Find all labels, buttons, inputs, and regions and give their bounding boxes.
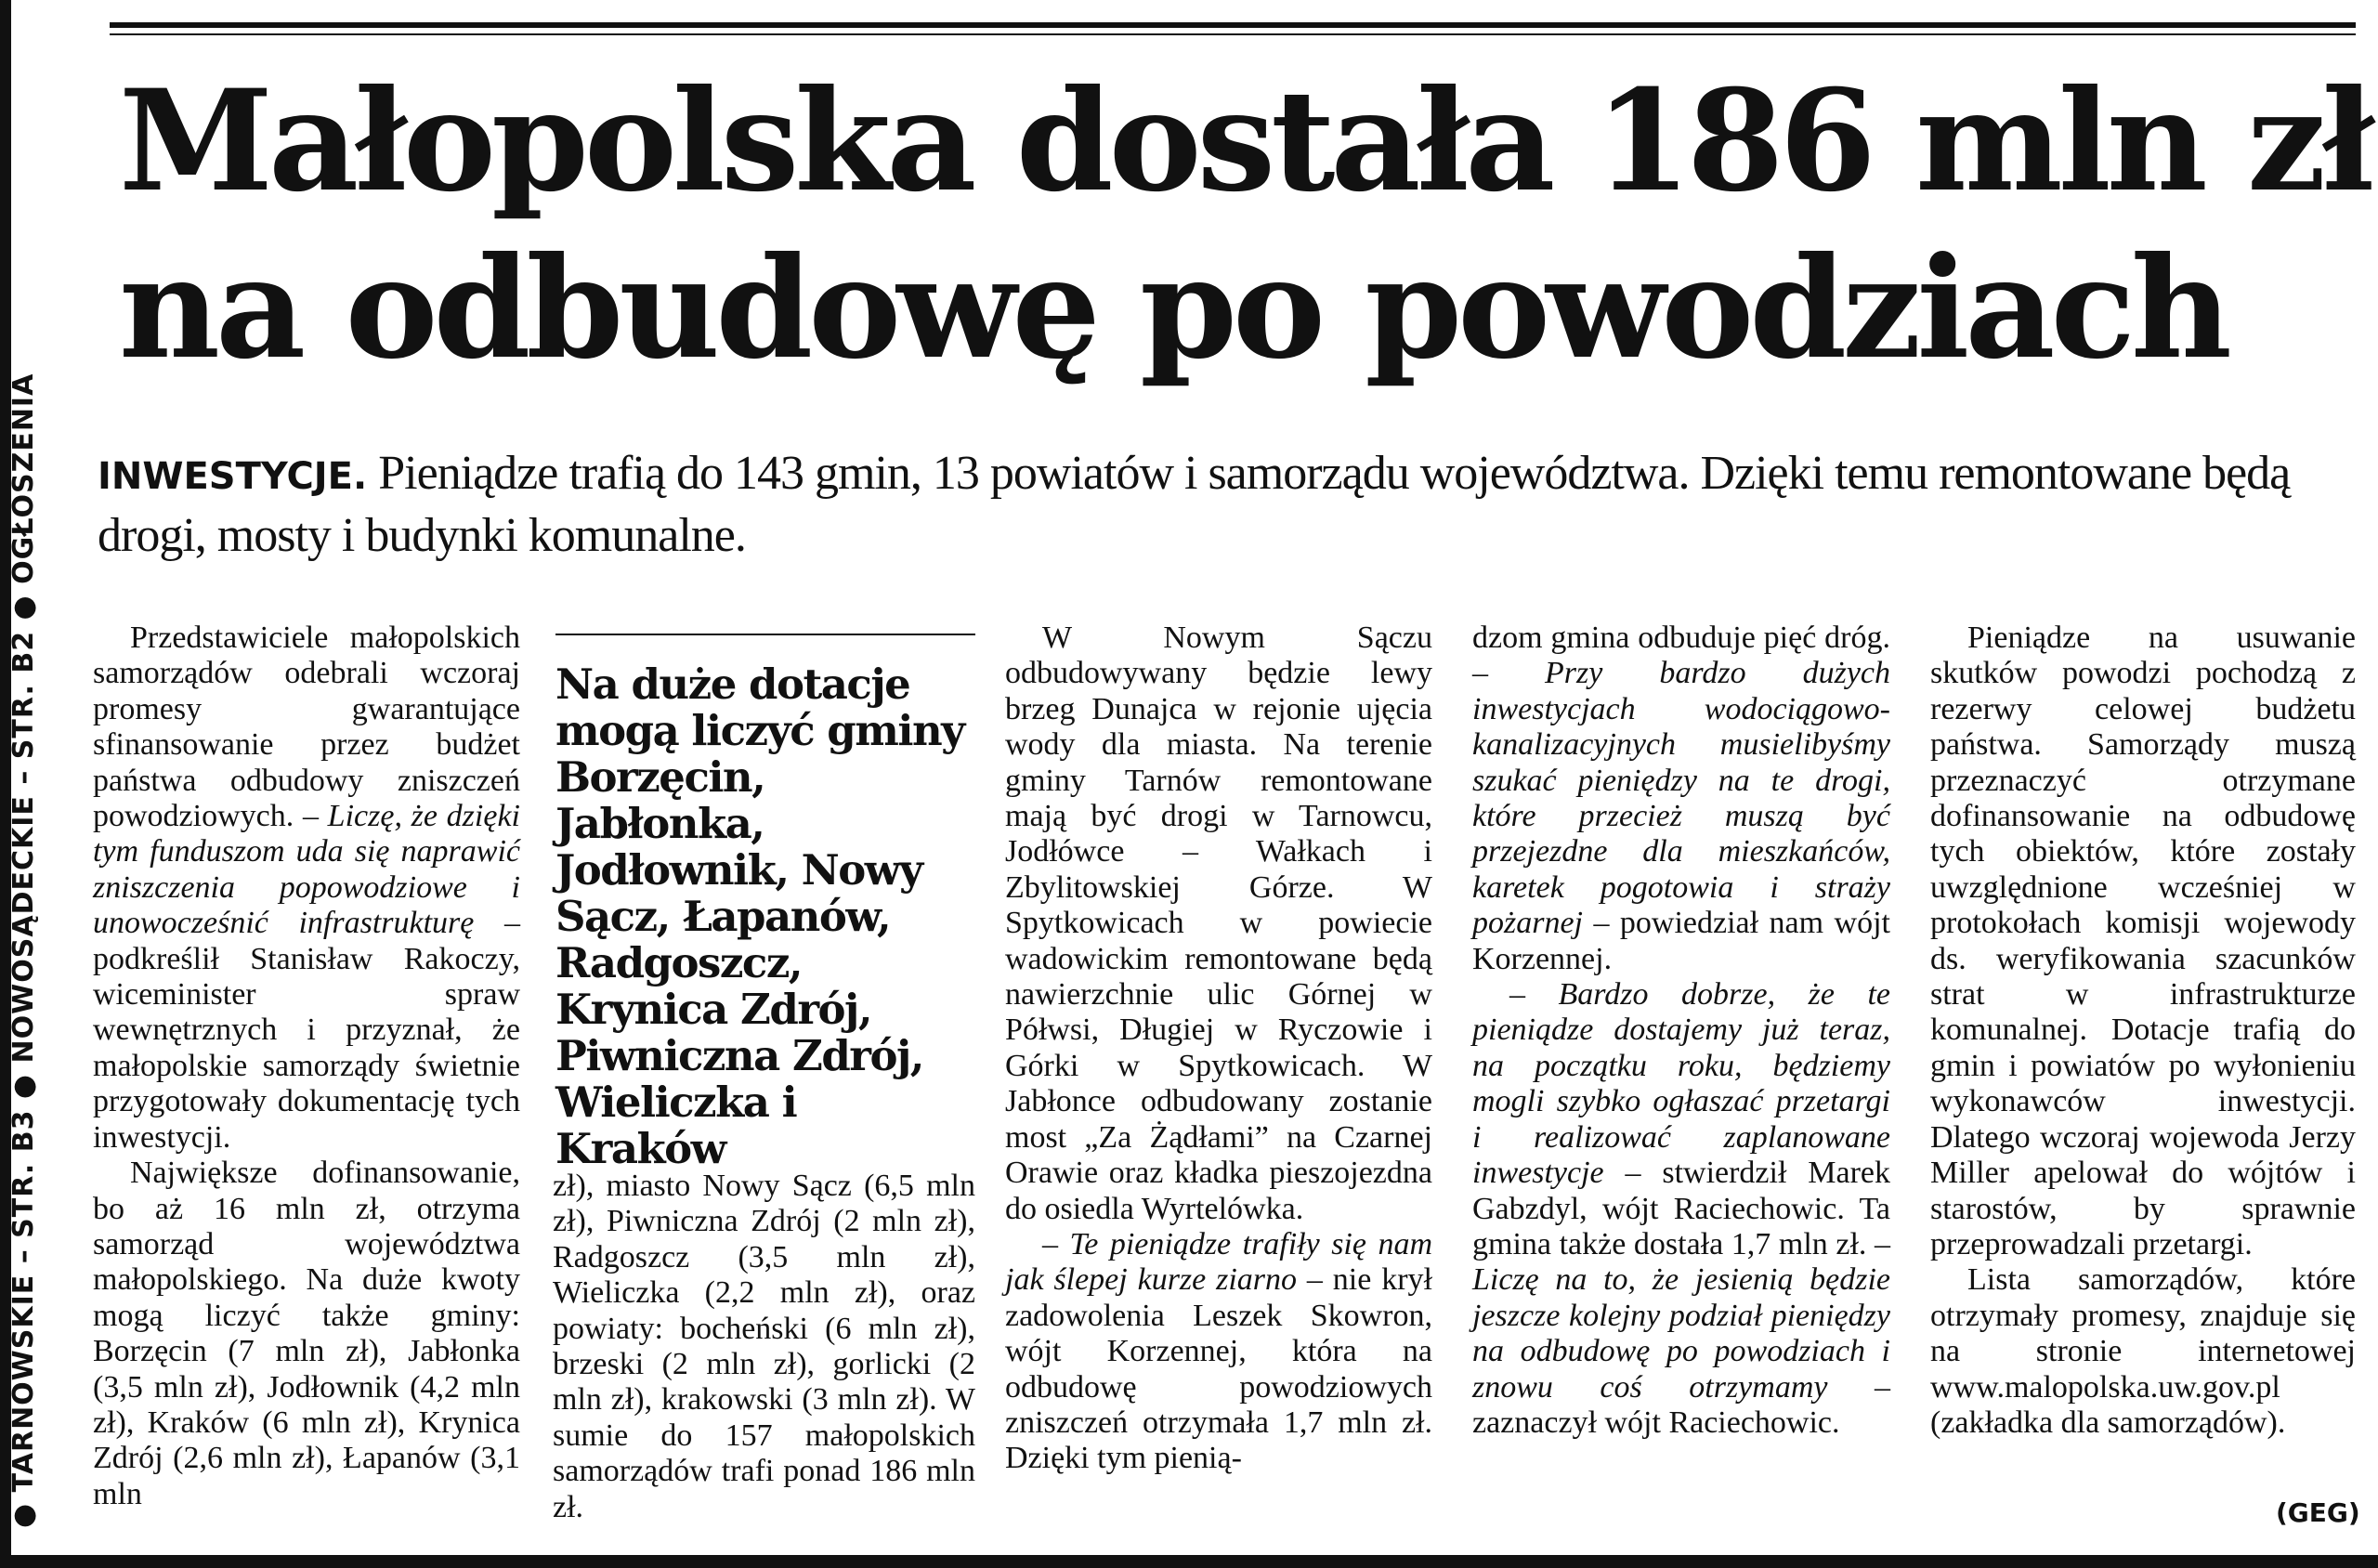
quote-run: Liczę na to, że jesienią będzie jeszcze kolejny podział pieniędzy na odbudowę po powodziach i znowu coś otrzymamy <box>1472 1262 1890 1405</box>
scan-border-bottom <box>0 1555 2378 1568</box>
quote-run: Te pieniądze trafiły się nam jak ślepej kurze ziarno <box>1005 1226 1432 1298</box>
text-run: – podkreślił Stanisław Rakoczy, wiceminister spraw wewnętrznych i przyznał, że małopolskie samorządy świetnie przygotowały dokumentację tych inwestycji. <box>93 906 520 1155</box>
text-run: Przedstawiciele małopolskich samorządów odebrali wczoraj promesy gwarantujące sfinansowanie przez budżet państwa odbudowy zniszczeń powodziowych. – <box>93 621 520 834</box>
article-column-4 <box>1472 621 1890 1441</box>
text-run: – powiedział nam wójt Korzennej. <box>1472 906 1890 976</box>
lead-paragraph <box>98 444 2355 566</box>
column-3-paragraph-2 <box>1005 1227 1432 1477</box>
article-column-2 <box>553 1169 975 1525</box>
headline-line-2: na odbudowę po powodziach <box>119 227 2228 390</box>
column-5-paragraph-1: Pieniądze na usuwanie skutków powodzi pochodzą z rezerwy celowej budżetu państwa. Samorządy muszą przeznaczyć otrzymane dofinansowanie na odbudowę tych obiektów, które zostały uwzględnione wcześniej w protokołach komisji wojewody ds. weryfikowania szacunków strat w infrastrukturze komunalnej. Dotacje trafią do gmin i powiatów po wyłonieniu wykonawców inwestycji. Dlatego wczoraj wojewoda Jerzy Miller apelował do wójtów i starostów, by sprawnie przeprowadzali przetargi. <box>1930 621 2356 1261</box>
quote-run: Liczę, że dzięki tym funduszom uda się naprawić zniszczenia popowodziowe i unowocześnić infrastrukturę <box>93 799 520 941</box>
text-run: dzom gmina odbuduje pięć dróg. – <box>1472 621 1890 691</box>
column-1-paragraph-2: Największe dofinansowanie, bo aż 16 mln zł, otrzyma samorząd województwa małopolskiego. Na duże kwoty mogą liczyć także gminy: Borzęcin (7 mln zł), Jabłonka (3,5 mln zł), Jodłownik (4,2 mln zł), Kraków (6 mln zł), Krynica Zdrój (2,6 mln zł), Łapanów (3,1 mln <box>93 1156 520 1511</box>
column-2-paragraph-1: zł), miasto Nowy Sącz (6,5 mln zł), Piwniczna Zdrój (2 mln zł), Radgoszcz (3,5 mln zł), Wieliczka (2,2 mln zł), oraz powiaty: bocheński (6 mln zł), brzeski (2 mln zł), gorlicki (2 mln zł), krakowski (3 mln zł). W sumie do 157 małopolskich samorządów trafi ponad 186 mln zł. <box>553 1169 975 1524</box>
author-signature: (GEG) <box>2276 1497 2360 1528</box>
article-column-5 <box>1930 621 2356 1441</box>
top-rule <box>110 22 2356 28</box>
section-side-label: ● TARNOWSKIE – STR. B3 ● NOWOSĄDECKIE – STR. B2 ● OGŁOSZENIA <box>7 372 40 1528</box>
headline <box>119 58 2371 392</box>
quote-run: Przy bardzo dużych inwestycjach wodociągowo-kanalizacyjnych musielibyśmy szukać pieniędzy na te drogi, które przecież muszą być przejezdne dla mieszkańców, karetek pogotowia i straży pożarnej <box>1472 656 1891 941</box>
headline-line-1: Małopolska dostała 186 mln zł <box>119 59 2371 223</box>
quote-run: Bardzo dobrze, że te pieniądze dostajemy już teraz, na początku roku, będziemy mogli szybko ogłaszać przetargi i realizować zaplanowane inwestycje <box>1472 977 1890 1191</box>
top-rule-thin <box>110 33 2356 35</box>
lead-text: Pieniądze trafią do 143 gmin, 13 powiatów i samorządu województwa. Dzięki temu remontowane będą drogi, mosty i budynki komunalne. <box>98 447 2291 562</box>
column-1-paragraph-1 <box>93 621 520 1156</box>
column-4-paragraph-2 <box>1472 977 1890 1441</box>
article-column-1 <box>93 621 520 1512</box>
text-run: – nie krył zadowolenia Leszek Skowron, wójt Korzennej, która na odbudowę powodziowych zniszczeń otrzymała 1,7 mln zł. Dzięki tym pienią- <box>1005 1262 1432 1476</box>
column-5-paragraph-2: Lista samorządów, które otrzymały promesy, znajduje się na stronie internetowej www.malopolska.uw.gov.pl (zakładka dla samorządów). <box>1930 1262 2356 1440</box>
article-column-3 <box>1005 621 1432 1477</box>
text-run: – stwierdził Marek Gabzdyl, wójt Raciechowic. Ta gmina także dostała 1,7 mln zł. – <box>1472 1156 1890 1261</box>
text-run: – zaznaczył wójt Raciechowic. <box>1472 1369 1891 1440</box>
text-run: – <box>1509 977 1559 1013</box>
sidebar-box-rule <box>555 634 975 635</box>
column-3-paragraph-1: W Nowym Sączu odbudowywany będzie lewy brzeg Dunajca w rejonie ujęcia wody dla miasta. Na terenie gminy Tarnów remontowane mają być drogi w Tarnowcu, Jodłówce – Wałkach i Zbylitowskiej Górze. W Spytkowicach w powiecie wadowickim remontowane będą nawierzchnie ulic Górnej w Półwsi, Długiej w Ryczowie i Górki w Spytkowicach. W Jabłonce odbudowany zostanie most „Za Żądłami” na Czarnej Orawie oraz kładka pieszojezdna do osiedla Wyrtelówka. <box>1005 621 1432 1226</box>
text-run: – <box>1042 1226 1070 1261</box>
column-4-paragraph-1 <box>1472 621 1890 977</box>
lead-kicker: INWESTYCJE. <box>98 455 368 498</box>
sidebar-box-title: Na duże dotacje mogą liczyć gminy Borzęcin, Jabłonka, Jodłownik, Nowy Sącz, Łapanów, Radgoszcz, Krynica Zdrój, Piwniczna Zdrój, Wieliczka i Kraków <box>555 660 964 1173</box>
